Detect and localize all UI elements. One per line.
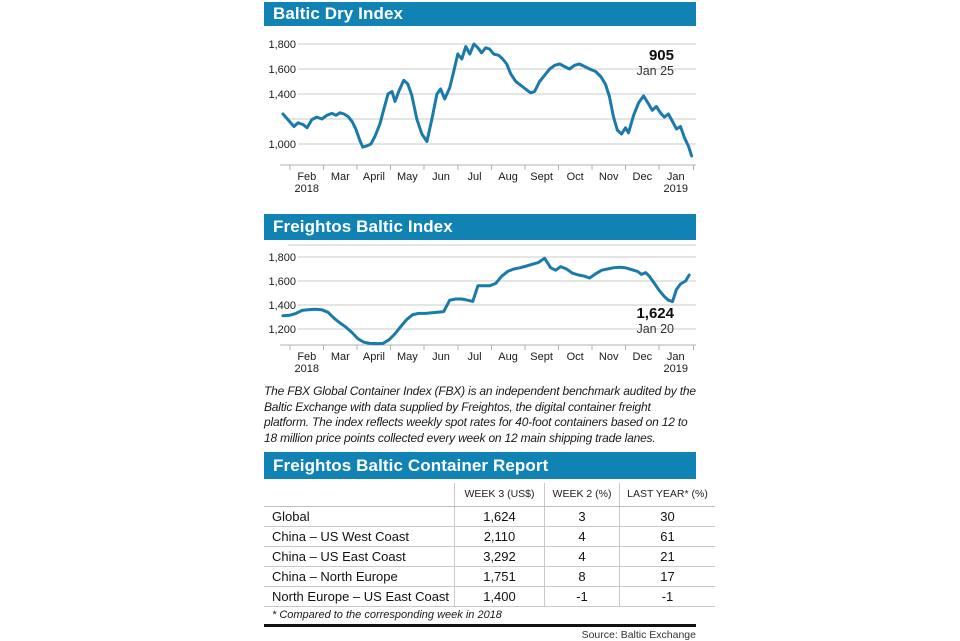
- svg-text:2019: 2019: [663, 183, 689, 195]
- svg-text:Mar: Mar: [330, 351, 350, 363]
- value-cell: 2,110: [455, 527, 545, 547]
- infographic: [264, 0, 708, 641]
- value-cell: 21: [620, 547, 716, 567]
- baltic-dry-index-chart: [264, 28, 696, 198]
- svg-text:1,600: 1,600: [268, 276, 296, 288]
- table-body: [264, 507, 715, 607]
- annotation-date: Jan 25: [636, 64, 674, 78]
- svg-text:1,400: 1,400: [268, 89, 296, 101]
- svg-text:2018: 2018: [294, 363, 320, 375]
- value-cell: 1,751: [455, 567, 545, 587]
- svg-text:1,600: 1,600: [268, 64, 296, 76]
- chart1-annotation: [636, 48, 674, 79]
- table-row: [264, 507, 715, 527]
- annotation-value: 1,624: [636, 305, 674, 322]
- fbx-description: The FBX Global Container Index (FBX) is an independent benchmark audited by the Baltic Exchange with data supplied by Freightos, the digital container freight platform. The index reflects weekly spot rates for 40-foot containers based on 12 to 18 million price points collected every week on 12 main shipping trade lanes.: [264, 384, 696, 445]
- value-cell: 4: [545, 547, 620, 567]
- annotation-value: 905: [648, 47, 674, 64]
- value-cell: 17: [620, 567, 716, 587]
- svg-text:Dec: Dec: [632, 351, 653, 363]
- chart2-annotation: [636, 306, 674, 337]
- svg-text:2018: 2018: [294, 183, 320, 195]
- route-label: China – US East Coast: [264, 547, 455, 567]
- table-header-cell: WEEK 2 (%): [545, 483, 620, 507]
- svg-text:Jun: Jun: [432, 171, 450, 183]
- svg-text:Oct: Oct: [566, 351, 584, 363]
- annotation-date: Jan 20: [636, 322, 674, 336]
- svg-text:Aug: Aug: [498, 171, 518, 183]
- value-cell: 61: [620, 527, 716, 547]
- svg-text:1,400: 1,400: [268, 300, 296, 312]
- value-cell: 3,292: [455, 547, 545, 567]
- svg-text:Dec: Dec: [632, 171, 653, 183]
- table-row: [264, 547, 715, 567]
- chart1-title-bar: [264, 2, 696, 26]
- route-label: China – US West Coast: [264, 527, 455, 547]
- value-cell: 4: [545, 527, 620, 547]
- table-header-cell: WEEK 3 (US$): [455, 483, 545, 507]
- svg-text:Feb: Feb: [297, 171, 317, 183]
- source-credit: Source: Baltic Exchange: [581, 629, 696, 641]
- value-cell: 30: [620, 507, 716, 527]
- chart2-title: Freightos Baltic Index: [273, 217, 453, 236]
- svg-text:Sept: Sept: [530, 171, 553, 183]
- svg-text:Jul: Jul: [467, 351, 482, 363]
- route-label: China – North Europe: [264, 567, 455, 587]
- value-cell: 1,400: [455, 587, 545, 607]
- svg-text:May: May: [397, 351, 418, 363]
- table-header-cell: [264, 483, 455, 507]
- table-header-cell: LAST YEAR* (%): [620, 483, 716, 507]
- bottom-rule: [264, 624, 696, 627]
- table-header: [264, 483, 715, 507]
- svg-text:Nov: Nov: [598, 171, 619, 183]
- svg-text:Oct: Oct: [566, 171, 584, 183]
- svg-text:Jul: Jul: [467, 171, 482, 183]
- svg-text:Jan: Jan: [666, 351, 685, 363]
- route-label: North Europe – US East Coast: [264, 587, 455, 607]
- chart1-title: Baltic Dry Index: [273, 4, 404, 23]
- svg-text:Feb: Feb: [297, 351, 317, 363]
- svg-text:1,800: 1,800: [268, 252, 296, 264]
- table-row: [264, 527, 715, 547]
- svg-text:Mar: Mar: [330, 171, 350, 183]
- svg-text:April: April: [362, 171, 385, 183]
- container-report-table: [264, 483, 715, 607]
- table-row: [264, 587, 715, 607]
- svg-text:Sept: Sept: [530, 351, 553, 363]
- svg-text:Jan: Jan: [666, 171, 685, 183]
- value-cell: 8: [545, 567, 620, 587]
- svg-text:1,000: 1,000: [268, 139, 296, 151]
- svg-text:1,800: 1,800: [268, 39, 296, 51]
- table-row: [264, 567, 715, 587]
- value-cell: -1: [545, 587, 620, 607]
- svg-text:2019: 2019: [663, 363, 689, 375]
- table-title-bar: [264, 452, 696, 479]
- svg-text:Nov: Nov: [598, 351, 619, 363]
- route-label: Global: [264, 507, 455, 527]
- svg-text:Aug: Aug: [498, 351, 518, 363]
- svg-text:1,200: 1,200: [268, 324, 296, 336]
- value-cell: 1,624: [455, 507, 545, 527]
- svg-text:Jun: Jun: [432, 351, 450, 363]
- svg-text:May: May: [397, 171, 418, 183]
- svg-text:April: April: [362, 351, 385, 363]
- freightos-baltic-index-chart: [264, 242, 696, 380]
- table-footnote: * Compared to the corresponding week in 2018: [272, 609, 502, 621]
- value-cell: 3: [545, 507, 620, 527]
- chart2-title-bar: [264, 214, 696, 240]
- value-cell: -1: [620, 587, 716, 607]
- table-title: Freightos Baltic Container Report: [273, 456, 549, 475]
